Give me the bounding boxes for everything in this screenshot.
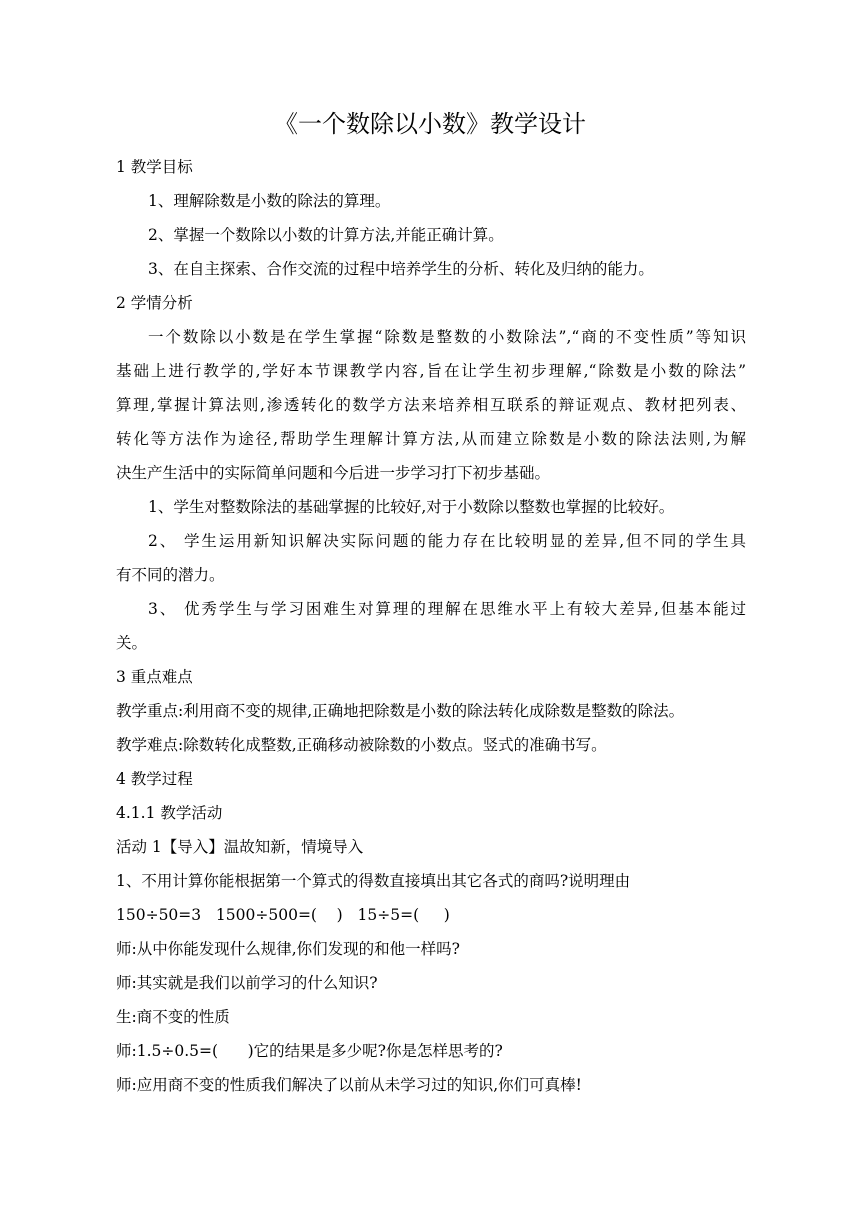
- section-heading-objectives: 1 教学目标: [116, 158, 193, 176]
- subsection-heading: 4.1.1 教学活动: [116, 804, 223, 822]
- paragraph: 教学重点:利用商不变的规律,正确地把除数是小数的除法转化成除数是整数的除法。: [116, 702, 685, 720]
- paragraph: 2、掌握一个数除以小数的计算方法,并能正确计算。: [148, 226, 504, 244]
- paragraph: 1、学生对整数除法的基础掌握的比较好,对于小数除以整数也掌握的比较好。: [148, 498, 675, 516]
- paragraph: 转化等方法作为途径,帮助学生理解计算方法,从而建立除数是小数的除法法则,为解: [116, 430, 746, 448]
- document-title: 《一个数除以小数》教学设计: [274, 110, 586, 138]
- document-body: [116, 150, 746, 1102]
- paragraph: 3、 优秀学生与学习困难生对算理的理解在思维水平上有较大差异,但基本能过: [148, 600, 746, 618]
- paragraph: 教学难点:除数转化成整数,正确移动被除数的小数点。竖式的准确书写。: [116, 736, 607, 754]
- paragraph: 生:商不变的性质: [116, 1008, 230, 1026]
- paragraph: 一个数除以小数是在学生掌握“除数是整数的小数除法”,“商的不变性质”等知识: [148, 328, 746, 346]
- paragraph: 2、 学生运用新知识解决实际问题的能力存在比较明显的差异,但不同的学生具: [148, 532, 746, 550]
- paragraph: 师:从中你能发现什么规律,你们发现的和他一样吗?: [116, 940, 460, 958]
- paragraph: 基础上进行教学的,学好本节课教学内容,旨在让学生初步理解,“除数是小数的除法”: [116, 362, 746, 380]
- paragraph: 1、不用计算你能根据第一个算式的得数直接填出其它各式的商吗?说明理由: [116, 872, 631, 890]
- equation-line: 150÷50=3 1500÷500=( ) 15÷5=( ): [116, 906, 450, 924]
- section-heading-key-points: 3 重点难点: [116, 668, 193, 686]
- paragraph: 关。: [116, 634, 148, 652]
- section-heading-process: 4 教学过程: [116, 770, 193, 788]
- paragraph: 有不同的潜力。: [116, 566, 225, 584]
- paragraph: 师:应用商不变的性质我们解决了以前从未学习过的知识,你们可真棒!: [116, 1076, 582, 1094]
- paragraph: 算理,掌握计算法则,渗透转化的数学方法来培养相互联系的辩证观点、教材把列表、: [116, 396, 746, 414]
- paragraph: 师:其实就是我们以前学习的什么知识?: [116, 974, 378, 992]
- activity-heading: 活动 1【导入】温故知新，情境导入: [116, 838, 364, 856]
- paragraph: 决生产生活中的实际简单问题和今后进一步学习打下初步基础。: [116, 464, 551, 482]
- paragraph: 3、在自主探索、合作交流的过程中培养学生的分析、转化及归纳的能力。: [148, 260, 654, 278]
- paragraph: 师:1.5÷0.5=( )它的结果是多少呢?你是怎样思考的?: [116, 1042, 503, 1060]
- section-heading-analysis: 2 学情分析: [116, 294, 193, 312]
- paragraph: 1、理解除数是小数的除法的算理。: [148, 192, 391, 210]
